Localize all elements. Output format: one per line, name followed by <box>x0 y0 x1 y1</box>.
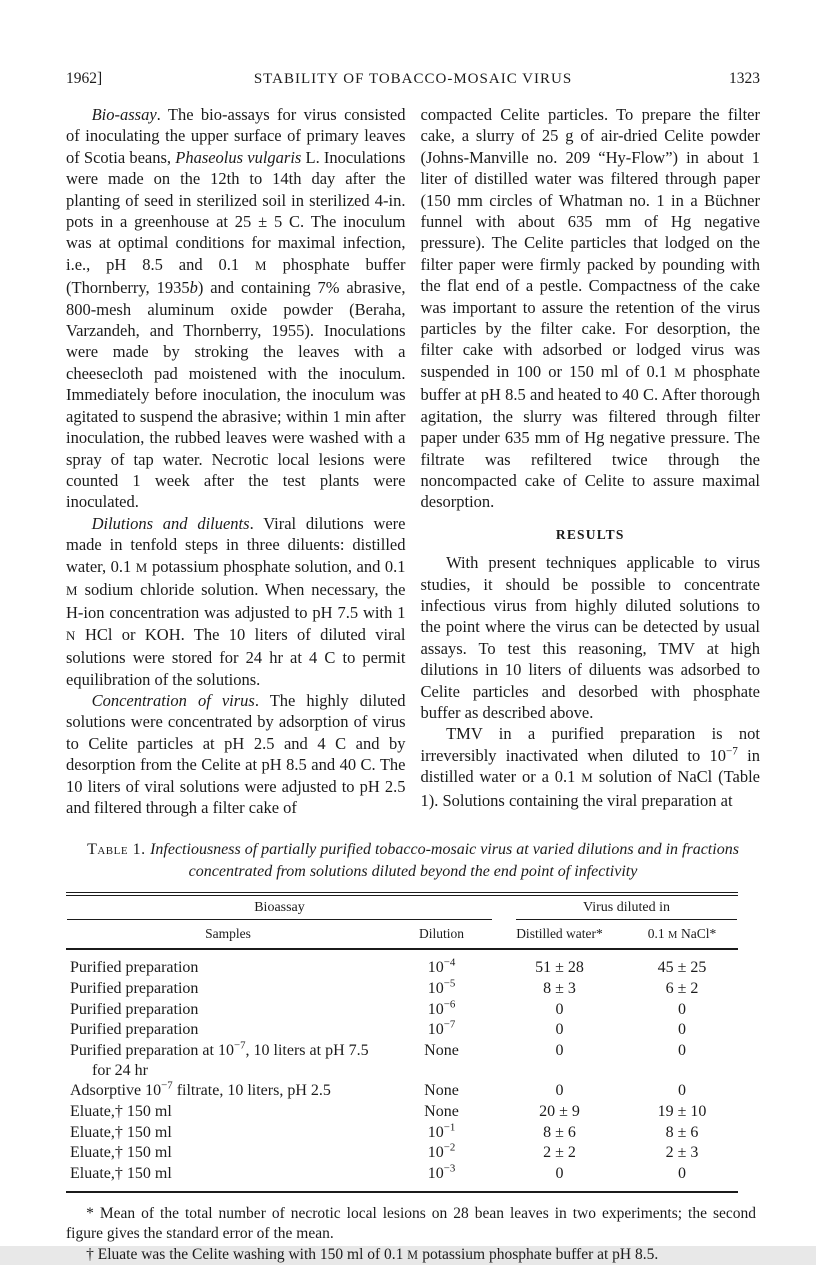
right-column <box>421 104 761 818</box>
cell-distilled-water: 2 ± 2 <box>543 1144 576 1162</box>
cell-distilled-water: 51 ± 28 <box>535 959 584 977</box>
cell-samples: Purified preparation <box>70 959 199 977</box>
cell-distilled-water: 8 ± 6 <box>543 1123 576 1141</box>
cell-distilled-water: 0 <box>555 1082 564 1100</box>
cell-samples: Purified preparation <box>70 980 199 998</box>
cell-samples: Purified preparation at $10^{-7}$, 10 liters at pH 7.5 for 24 hr <box>70 1039 369 1079</box>
cell-nacl: 19 ± 10 <box>657 1103 707 1121</box>
table-row <box>66 1041 738 1081</box>
table-row <box>66 979 738 1000</box>
table-row <box>66 1164 738 1192</box>
cell-dilution: $10^{-3}$ <box>427 1162 456 1183</box>
table-caption: Table 1. Infectiousness of partially purified tobacco-mosaic virus at varied dilutions and in fractions concentrated from solutions diluted beyond the end point of infectivity <box>87 841 739 881</box>
table-group-header-row <box>66 894 738 921</box>
running-head <box>66 70 760 88</box>
cell-dilution: $10^{-1}$ <box>427 1121 456 1141</box>
left-column <box>66 104 406 818</box>
cell-nacl: 6 ± 2 <box>665 980 699 998</box>
cell-distilled-water: 0 <box>555 1000 564 1018</box>
table-footnote: * Mean of the total number of necrotic local lesions on 28 bean leaves in two experiments; the second figure gives the standard error of the mean. <box>66 1204 756 1243</box>
table-1 <box>66 892 738 1192</box>
paragraph: With present techniques applicable to virus studies, it should be possible to concentrate infectious virus from highly diluted solutions to the point where the virus can be detected by usual assays. To test this reasoning, TMV at high dilutions in 10 liters of diluents was adsorbed to Celite particles and desorbed with phosphate buffer as described above. <box>420 553 760 722</box>
page-number: 1323 <box>729 70 760 87</box>
cell-nacl: 0 <box>678 1042 686 1060</box>
cell-nacl: 0 <box>678 1165 686 1183</box>
col-header-dilution: Dilution <box>390 921 493 949</box>
cell-samples: Purified preparation <box>70 1021 199 1039</box>
cell-distilled-water: 0 <box>555 1165 564 1183</box>
cell-nacl: 0 <box>678 1021 686 1039</box>
cell-distilled-water: 0 <box>555 1042 564 1060</box>
cell-dilution: None <box>424 1082 459 1100</box>
cell-dilution: $10^{-2}$ <box>427 1142 456 1162</box>
cell-distilled-water: 20 ± 9 <box>539 1103 580 1121</box>
cell-samples: Adsorptive $10^{-7}$ filtrate, 10 liters, pH 2.5 <box>70 1080 331 1100</box>
cell-dilution: None <box>424 1042 459 1060</box>
table-row <box>66 1122 738 1143</box>
cell-distilled-water: 8 ± 3 <box>543 980 576 998</box>
col-header-nacl: 0.1 M NaCl* <box>626 921 738 949</box>
year-label: 1962] <box>66 70 103 87</box>
cell-dilution: $10^{-7}$ <box>427 1019 456 1039</box>
cell-samples: Eluate,† 150 ml <box>70 1144 172 1162</box>
two-column-body <box>66 104 760 818</box>
table-footnotes <box>66 1204 756 1265</box>
cell-nacl: 0 <box>678 1082 686 1100</box>
cell-dilution: $10^{-6}$ <box>427 998 456 1018</box>
paragraph: Bio-assay. The bio-assays for virus consisted of inoculating the upper surface of primary leaves of Scotia beans, Phaseolus vulgaris L. Inoculations were made on the 12th to 14th day after the planting of seed in sterilized soil in sterilized 4-in. pots in a greenhouse at 25 ± 5 C. The inoculum was at optimal conditions for maximal infection, i.e., pH 8.5 and 0.1 M phosphate buffer (Thornberry, 1935b) and containing 7% abrasive, 800-mesh aluminum oxide powder (Beraha, Varzandeh, and Thornberry, 1955). Inoculations were made by stroking the leaves with a cheesecloth pad moistened with the inoculum. Immediately before inoculation, the inoculum was agitated to suspend the abrasive; within 1 min after inoculation, the rubbed leaves were washed with a spray of tap water. Necrotic local lesions were counted 1 week after the test plants were inoculated. <box>66 105 406 512</box>
cell-nacl: 0 <box>678 1000 686 1018</box>
cell-dilution: None <box>424 1103 459 1121</box>
col-header-distilled-water: Distilled water* <box>493 921 626 949</box>
table-1-block <box>66 839 760 1265</box>
paragraph: Concentration of virus. The highly diluted solutions were concentrated by adsorption of virus to Celite particles at pH 2.5 and 4 C and by desorption from the Celite at pH 8.5 and 40 C. The 10 liters of viral solutions were adjusted to pH 2.5 and filtered through a filter cake of <box>66 690 406 817</box>
cell-nacl: 2 ± 3 <box>665 1144 699 1162</box>
paragraph: TMV in a purified preparation is not irreversibly inactivated when diluted to $10^{-7}$ in distilled water or a 0.1 M solution of NaCl (Table 1). Solutions containing the viral preparation at <box>420 724 760 810</box>
cell-dilution: $10^{-5}$ <box>427 977 456 998</box>
cell-dilution: $10^{-4}$ <box>427 957 456 977</box>
table-row <box>66 1020 738 1041</box>
table-row <box>66 999 738 1020</box>
table-header-row <box>66 921 738 949</box>
cell-distilled-water: 0 <box>555 1021 564 1039</box>
group-header-virus-diluted-in: Virus diluted in <box>493 894 738 921</box>
cell-nacl: 45 ± 25 <box>657 959 707 977</box>
running-title: STABILITY OF TOBACCO-MOSAIC VIRUS <box>253 71 573 87</box>
cell-samples: Eluate,† 150 ml <box>70 1165 172 1183</box>
group-header-bioassay: Bioassay <box>66 894 493 921</box>
table-row <box>66 1081 738 1102</box>
table-row <box>66 1101 738 1122</box>
col-header-samples: Samples <box>66 921 390 949</box>
table-footnote: † Eluate was the Celite washing with 150 ml of 0.1 M potassium phosphate buffer at pH 8.5. <box>86 1245 659 1263</box>
table-row <box>66 1143 738 1164</box>
table-row <box>66 949 738 978</box>
cell-samples: Eluate,† 150 ml <box>70 1103 172 1121</box>
paragraph: compacted Celite particles. To prepare the filter cake, a slurry of 25 g of air-dried Celite powder (Johns-Manville no. 209 “Hy-Flow”) in about 1 liter of distilled water was filtered through paper (150 mm circles of Whatman no. 1 in a Büchner funnel with about 635 mm of Hg negative pressure). The Celite particles that lodged on the filter paper were firmly packed by pounding with the flat end of a pestle. Compactness of the cake was important to assure the retention of the virus particles by the filter cake. For desorption, the filter cake with adsorbed or lodged virus was suspended in 100 or 150 ml of 0.1 M phosphate buffer at pH 8.5 and heated to 40 C. After thorough agitation, the slurry was filtered through filter paper under 635 mm of Hg negative pressure. The filtrate was refiltered twice through the noncompacted cake of Celite to assure maximal desorption. <box>420 105 760 512</box>
cell-samples: Eluate,† 150 ml <box>70 1123 172 1141</box>
section-heading: RESULTS <box>555 526 625 542</box>
cell-nacl: 8 ± 6 <box>665 1123 699 1141</box>
cell-samples: Purified preparation <box>70 1000 199 1018</box>
paragraph: Dilutions and diluents. Viral dilutions were made in tenfold steps in three diluents: distilled water, 0.1 M potassium phosphate solution, and 0.1 M sodium chloride solution. When necessary, the H-ion concentration was adjusted to pH 7.5 with 1 N HCl or KOH. The 10 liters of diluted viral solutions were stored for 24 hr at 4 C to permit equilibration of the solutions. <box>66 513 406 689</box>
